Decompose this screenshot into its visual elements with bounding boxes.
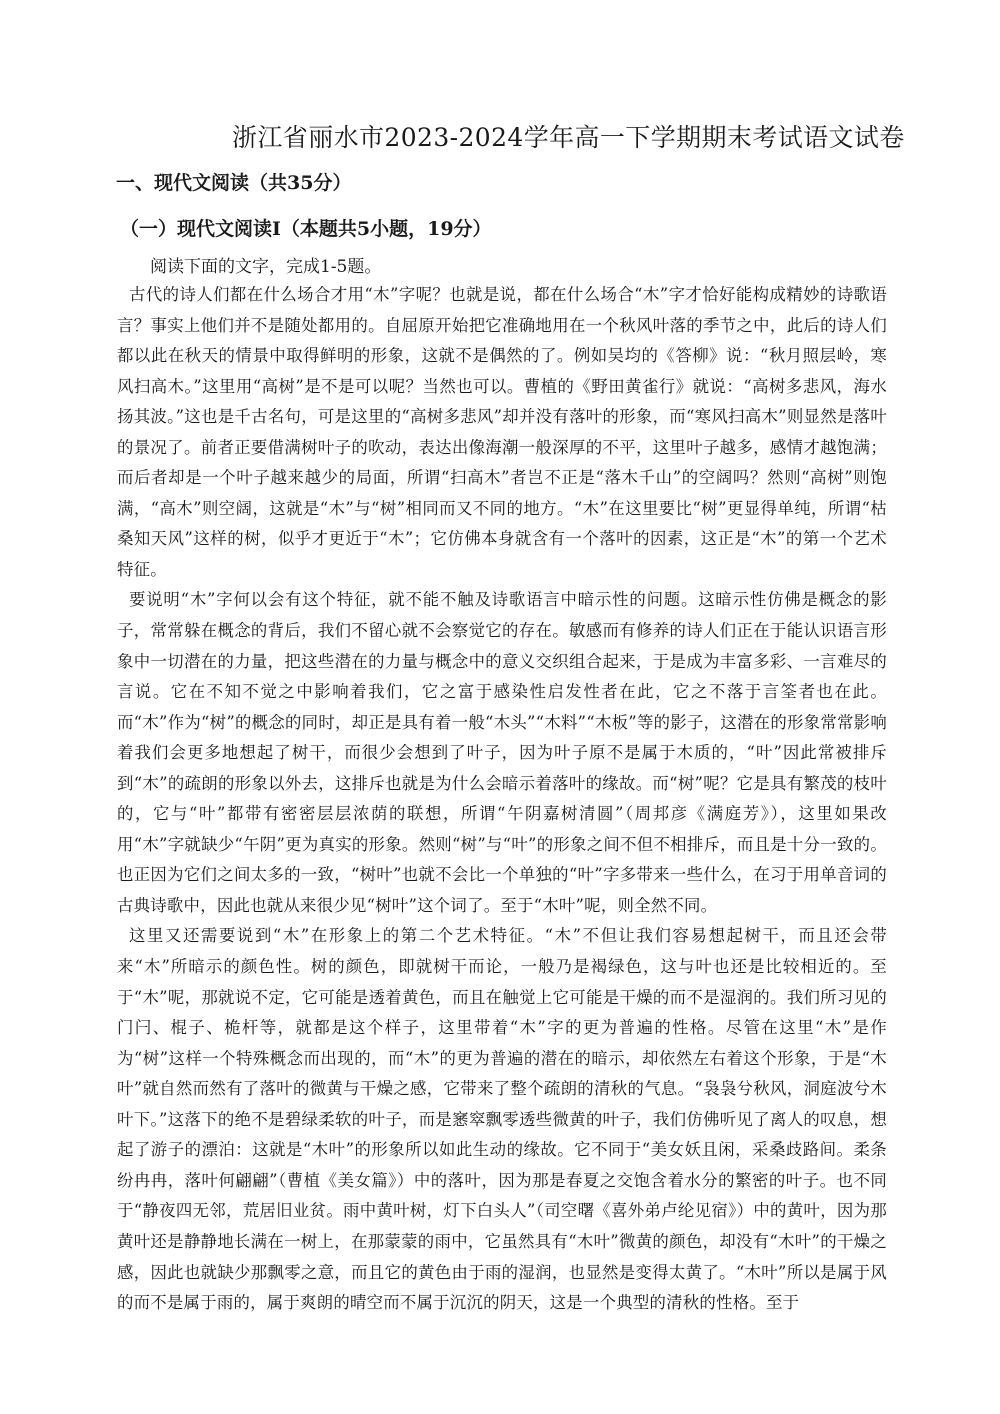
reading-instruction: 阅读下面的文字，完成1-5题。: [150, 257, 382, 277]
exam-title: 浙江省丽水市2023-2024学年高一下学期期末考试语文试卷: [232, 123, 905, 152]
passage-paragraph-1: 古代的诗人们都在什么场合才用“木”字呢？也就是说，都在什么场合“木”字才恰好能构成精妙的诗歌语言？事实上他们并不是随处都用的。自屈原开始把它准确地用在一个秋风叶落的季节之中，此后的诗人们都以此在秋天的情景中取得鲜明的形象，这就不是偶然的了。例如吴均的《答柳》说：“秋月照层岭，寒风扫高木。”这里用“高树”是不是可以呢？当然也可以。曹植的《野田黄雀行》就说：“高树多悲风，海水扬其波。”这也是千古名句，可是这里的“高树多悲风”却并没有落叶的形象，而“寒风扫高木”则显然是落叶的景况了。前者正要借满树叶子的吹动，表达出像海潮一般深厚的不平，这里叶子越多，感情才越饱满；而后者却是一个叶子越来越少的局面，所谓“扫高木”者岂不正是“落木千山”的空阔吗？然则“高树”则饱满，“高木”则空阔，这就是“木”与“树”相同而又不同的地方。“木”在这里要比“树”更显得单纯，所谓“枯桑知天风”这样的树，似乎才更近于“木”；它仿佛本身就含有一个落叶的因素，这正是“木”的第一个艺术特征。: [117, 285, 887, 579]
section-heading: 一、现代文阅读（共35分）: [116, 172, 352, 194]
passage-paragraph-3: 这里又还需要说到“木”在形象上的第二个艺术特征。“木”不但让我们容易想起树干，而且还会带来“木”所暗示的颜色性。树的颜色，即就树干而论，一般乃是褐绿色，这与叶也还是比较相近的。至于“木”呢，那就说不定，它可能是透着黄色，而且在触觉上它可能是干燥的而不是湿润的。我们所习见的门闩、棍子、桅杆等，就都是这个样子，这里带着“木”字的更为普遍的性格。尽管在这里“木”是作为“树”这样一个特殊概念而出现的，而“木”的更为普遍的潜在的暗示，却依然左右着这个形象，于是“木叶”就自然而然有了落叶的微黄与干燥之感，它带来了整个疏朗的清秋的气息。“袅袅兮秋风，洞庭波兮木叶下。”这落下的绝不是碧绿柔软的叶子，而是窸窣飘零透些微黄的叶子，我们仿佛听见了离人的叹息，想起了游子的漂泊：这就是“木叶”的形象所以如此生动的缘故。它不同于“美女妖且闲，采桑歧路间。柔条纷冉冉，落叶何翩翩”（曹植《美女篇》）中的落叶，因为那是春夏之交饱含着水分的繁密的叶子。也不同于“静夜四无邻，荒居旧业贫。雨中黄叶树，灯下白头人”（司空曙《喜外弟卢纶见宿》）中的黄叶，因为那黄叶还是静静地长满在一树上，在那蒙蒙的雨中，它虽然具有“木叶”微黄的颜色，却没有“木叶”的干燥之感，因此也就缺少那飘零之意，而且它的黄色由于雨的湿润，也显然是变得太黄了。“木叶”所以是属于风的而不是属于雨的，属于爽朗的晴空而不属于沉沉的阴天，这是一个典型的清秋的性格。至于: [117, 926, 887, 1313]
sub-section-heading: （一）现代文阅读I（本题共5小题，19分）: [120, 218, 492, 240]
passage-paragraph-2: 要说明“木”字何以会有这个特征，就不能不触及诗歌语言中暗示性的问题。这暗示性仿佛是概念的影子，常常躲在概念的背后，我们不留心就不会察觉它的存在。敏感而有修养的诗人们正在于能认识语言形象中一切潜在的力量，把这些潜在的力量与概念中的意义交织组合起来，于是成为丰富多彩、一言难尽的言说。它在不知不觉之中影响着我们，它之富于感染性启发性者在此，它之不落于言筌者也在此。而“木”作为“树”的概念的同时，却正是具有着一般“木头”“木料”“木板”等的影子，这潜在的形象常常影响着我们会更多地想起了树干，而很少会想到了叶子，因为叶子原不是属于木质的，“叶”因此常被排斥到“木”的疏朗的形象以外去，这排斥也就是为什么会暗示着落叶的缘故。而“树”呢？它是具有繁茂的枝叶的，它与“叶”都带有密密层层浓荫的联想，所谓“午阴嘉树清圆”（周邦彦《满庭芳》），这里如果改用“木”字就缺少“午阴”更为真实的形象。然则“树”与“叶”的形象之间不但不相排斥，而且是十分一致的。也正因为它们之间太多的一致，“树叶”也就不会比一个单独的“叶”字多带来一些什么，在习于用单音词的古典诗歌中，因此也就从来很少见“树叶”这个词了。至于“木叶”呢，则全然不同。: [117, 590, 887, 915]
reading-passage: [117, 280, 887, 1319]
